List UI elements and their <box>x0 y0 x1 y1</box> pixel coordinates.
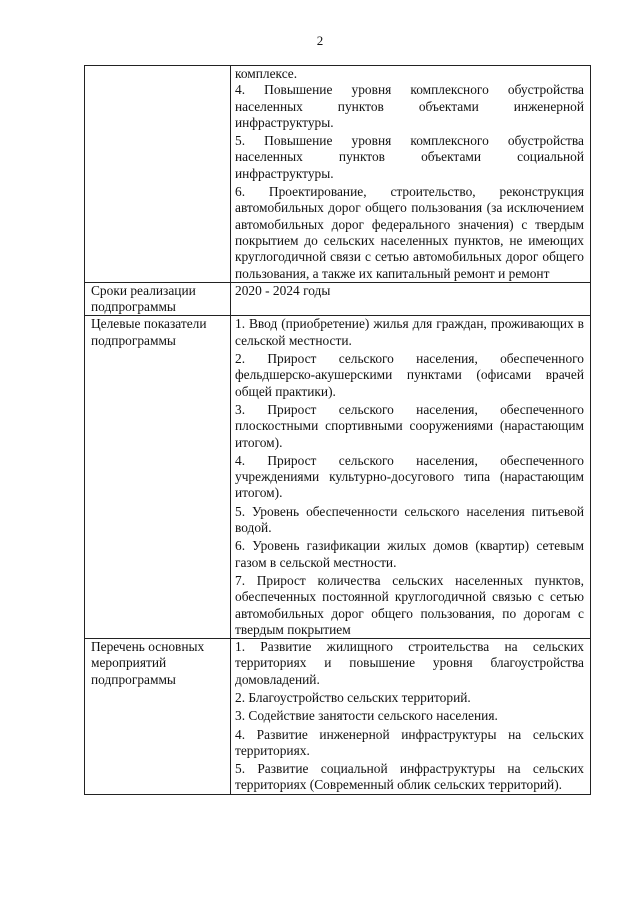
table-row-indicators <box>85 316 591 639</box>
table-row-activities <box>85 639 591 795</box>
content-paragraph: 4. Развитие инженерной инфраструктуры на сельских территориях. <box>235 726 584 758</box>
row-label: Целевые показатели подпрограммы <box>85 316 231 639</box>
content-paragraph: 1. Развитие жилищного строительства на сельских территориях и повышение уровня благоустройства домовладений. <box>235 639 584 687</box>
subprogram-passport-table <box>84 65 591 795</box>
content-paragraph: 4. Повышение уровня комплексного обустройства населенных пунктов объектами инженерной инфраструктуры. <box>235 82 584 130</box>
content-paragraph: 1. Ввод (приобретение) жилья для граждан, проживающих в сельской местности. <box>235 316 584 348</box>
row-content <box>231 639 591 795</box>
table-row-continuation <box>85 66 591 283</box>
row-label: Перечень основных мероприятий подпрограммы <box>85 639 231 795</box>
content-paragraph: 2. Прирост сельского населения, обеспеченного фельдшерско-акушерскими пунктами (офисами врачей общей практики). <box>235 351 584 399</box>
content-paragraph: 3. Содействие занятости сельского населения. <box>235 708 498 724</box>
row-content <box>231 316 591 639</box>
content-paragraph: 5. Повышение уровня комплексного обустройства населенных пунктов объектами социальной инфраструктуры. <box>235 133 584 181</box>
content-paragraph: 4. Прирост сельского населения, обеспеченного учреждениями культурно-досугового типа (нарастающим итогом). <box>235 452 584 501</box>
content-paragraph: 6. Проектирование, строительство, реконструкция автомобильных дорог общего пользования (за исключением автомобильных дорог федерального значения) с твердым покрытием до сельских населенных пунктов, не имеющих круглогодичной связи с сетью автомобильных дорог общего пользования, а также их капитальный ремонт и ремонт <box>235 184 584 281</box>
content-paragraph: 5. Развитие социальной инфраструктуры на сельских территориях (Современный облик сельских территорий). <box>235 761 584 793</box>
content-paragraph: 2020 - 2024 годы <box>235 282 331 298</box>
content-paragraph: комплексе. <box>235 66 298 81</box>
row-content <box>231 66 591 283</box>
content-paragraph: 6. Уровень газификации жилых домов (квартир) сетевым газом в сельской местности. <box>235 538 584 570</box>
row-content <box>231 282 591 316</box>
content-paragraph: 3. Прирост сельского населения, обеспеченного плоскостными спортивными сооружениями (нарастающим итогом). <box>235 401 584 450</box>
content-paragraph: 2. Благоустройство сельских территорий. <box>235 689 471 705</box>
page-number: 2 <box>316 33 324 48</box>
content-paragraph: 7. Прирост количества сельских населенных пунктов, обеспеченных постоянной круглогодичной связью с сетью автомобильных дорог общего пользования, по дорогам с твердым покрытием <box>235 572 584 637</box>
content-paragraph: 5. Уровень обеспеченности сельского населения питьевой водой. <box>235 503 584 536</box>
table-row-timeline <box>85 282 591 316</box>
row-label <box>85 66 231 283</box>
row-label: Сроки реализации подпрограммы <box>85 282 231 316</box>
